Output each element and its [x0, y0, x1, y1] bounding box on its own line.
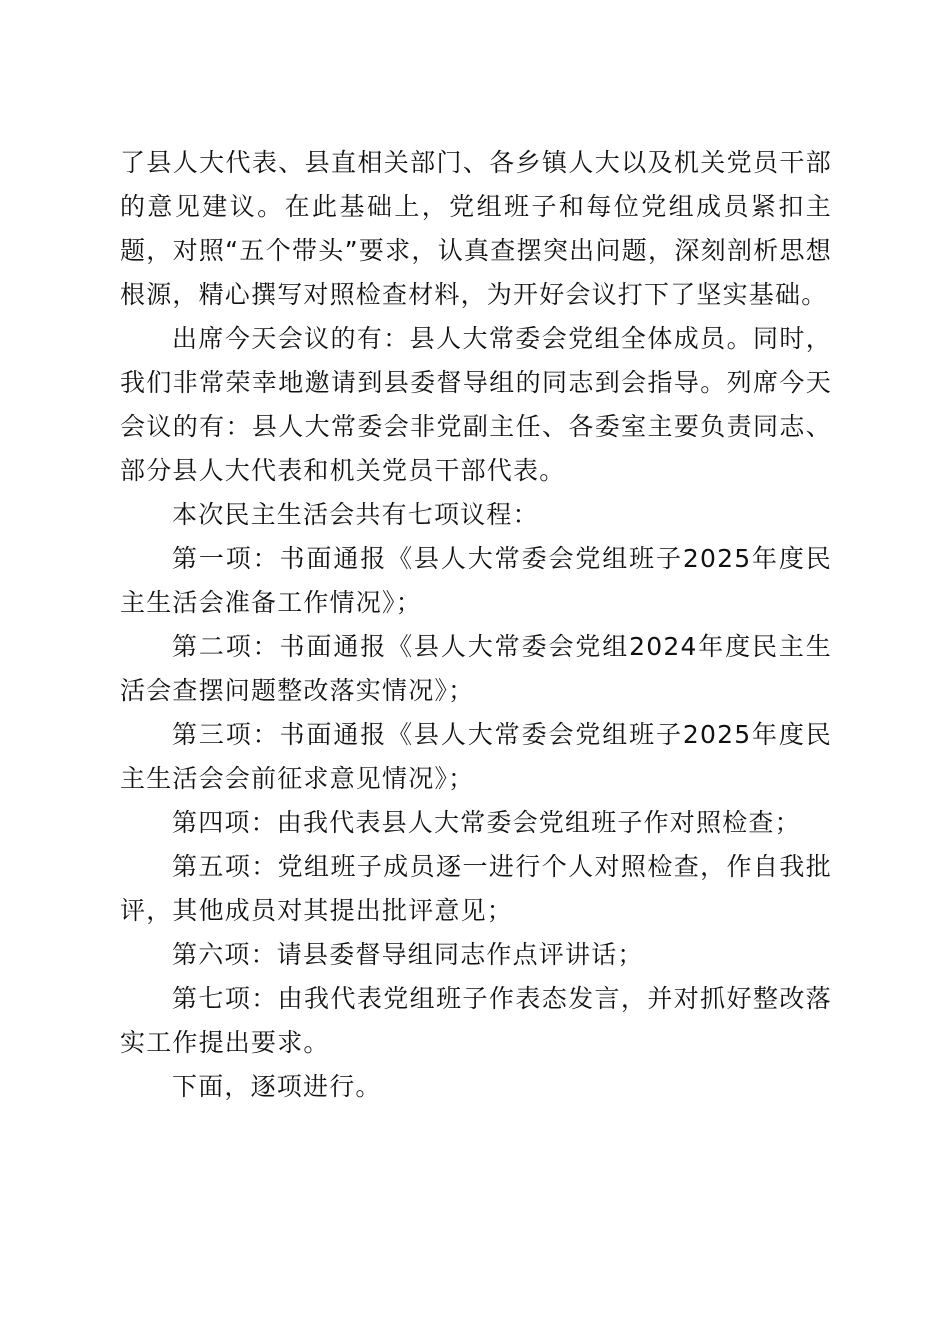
paragraph-attendees: 出席今天会议的有：县人大常委会党组全体成员。同时，我们非常荣幸地邀请到县委督导组的同志到会指导。列席今天会议的有：县人大常委会非党副主任、各委室主要负责同志、部分县人大代表和机关党员干部代表。	[120, 324, 832, 485]
paragraph-closing: 下面，逐项进行。	[172, 1072, 382, 1101]
paragraph-continuation: 了县人大代表、县直相关部门、各乡镇人大以及机关党员干部的意见建议。在此基础上，党组班子和每位党组成员紧扣主题，对照“五个带头”要求，认真查摆突出问题，深刻剖析思想根源，精心撰写对照检查材料，为开好会议打下了坚实基础。	[120, 148, 832, 309]
agenda-item-2: 第二项：书面通报《县人大常委会党组2024年度民主生活会查摆问题整改落实情况》；	[120, 632, 832, 705]
agenda-item-1: 第一项：书面通报《县人大常委会党组班子2025年度民主生活会准备工作情况》；	[120, 544, 832, 617]
document-body	[120, 141, 832, 1109]
agenda-item-4: 第四项：由我代表县人大常委会党组班子作对照检查；	[172, 808, 801, 837]
agenda-item-7: 第七项：由我代表党组班子作表态发言，并对抓好整改落实工作提出要求。	[120, 984, 832, 1057]
agenda-item-6: 第六项：请县委督导组同志作点评讲话；	[172, 940, 644, 969]
agenda-item-5: 第五项：党组班子成员逐一进行个人对照检查，作自我批评，其他成员对其提出批评意见；	[120, 852, 832, 925]
agenda-item-3: 第三项：书面通报《县人大常委会党组班子2025年度民主生活会会前征求意见情况》；	[120, 720, 832, 793]
paragraph-agenda-intro: 本次民主生活会共有七项议程：	[172, 500, 539, 529]
